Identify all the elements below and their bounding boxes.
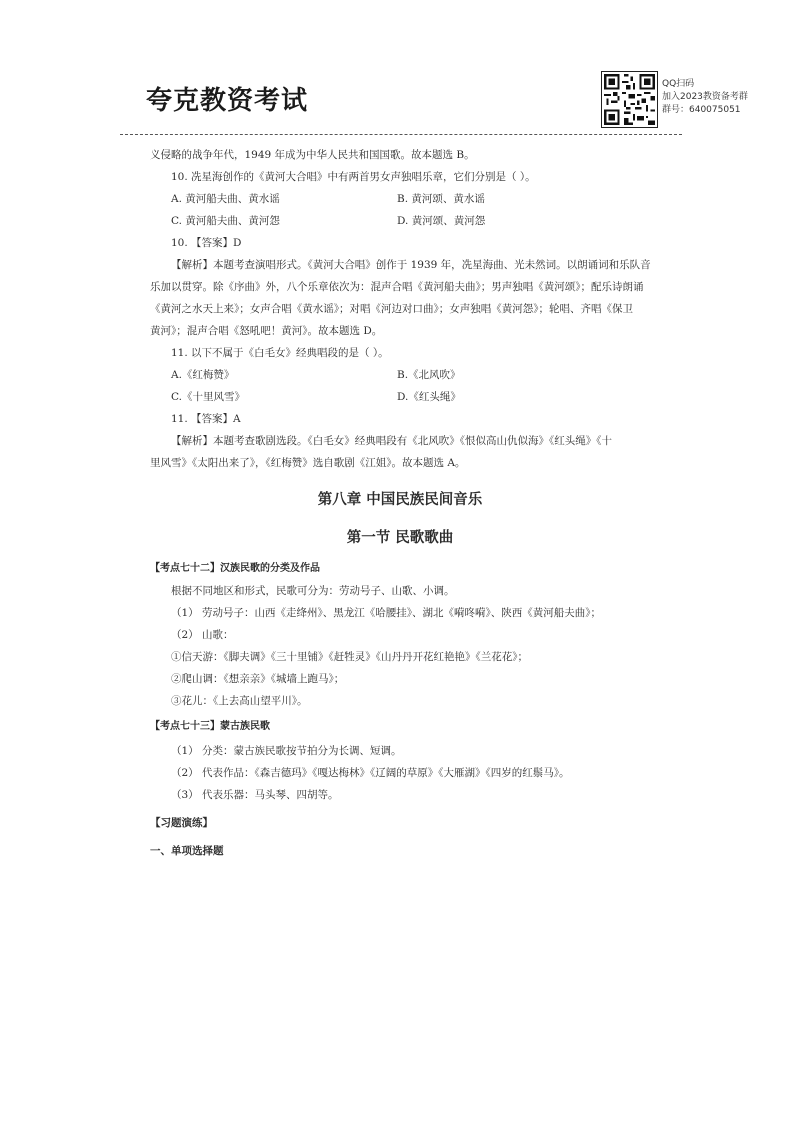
header-divider	[120, 134, 682, 135]
kp-line: ②爬山调：《想亲亲》《城墙上跑马》；	[171, 673, 345, 685]
question-10-options	[150, 210, 650, 232]
option: D.《红头绳》	[397, 391, 461, 403]
kp-line: ①信天游：《脚夫调》《三十里铺》《赶牲灵》《山丹丹开花红艳艳》《兰花花》；	[171, 651, 528, 663]
exercise-title: 【习题演练】	[150, 817, 213, 829]
qr-caption	[662, 78, 748, 117]
option: B. 黄河颂、黄水谣	[397, 193, 485, 205]
qr-caption-line: 加入2023教资备考群	[662, 92, 748, 102]
option: B.《北风吹》	[397, 369, 461, 381]
question-10: 10. 冼星海创作的《黄河大合唱》中有两首男女声独唱乐章，它们分别是（ ）。	[171, 171, 536, 183]
explanation-line: 乐加以贯穿。除《序曲》外，八个乐章依次为：混声合唱《黄河船夫曲》；男声独唱《黄河颂》；配乐诗朗诵	[150, 281, 644, 293]
kp-73-title: 【考点七十三】蒙古族民歌	[150, 721, 270, 732]
answer: 10. 【答案】D	[171, 237, 242, 249]
single-choice-heading: 一、单项选择题	[150, 845, 224, 857]
option: C. 黄河船夫曲、黄河怨	[171, 215, 280, 227]
brand-logo: 夸克教资考试	[146, 86, 309, 116]
option: A. 黄河船夫曲、黄水谣	[171, 193, 280, 205]
document-body	[150, 144, 650, 862]
kp-line: （3） 代表乐器：马头琴、四胡等。	[171, 789, 339, 801]
explanation-line: 里风雪》《太阳出来了》，《红梅赞》选自歌剧《江姐》。故本题选 A。	[150, 457, 466, 469]
paragraph: 义侵略的战争年代，1949 年成为中华人民共和国国歌。故本题选 B。	[150, 149, 475, 161]
question-10-options	[150, 188, 650, 210]
explanation-line: 【解析】本题考查演唱形式。《黄河大合唱》创作于 1939 年，冼星海曲、光未然词。以朗诵词和乐队音	[171, 259, 651, 271]
qr-code	[601, 71, 658, 128]
kp-line: （2） 代表作品：《森吉德玛》《嘎达梅林》《辽阔的草原》《大雁湖》《四岁的红鬃马》。	[171, 767, 570, 779]
explanation-line: 【解析】本题考查歌剧选段。《白毛女》经典唱段有《北风吹》《恨似高山仇似海》《红头绳》《十	[171, 435, 612, 447]
kp-line: （2） 山歌：	[171, 629, 234, 641]
explanation-line: 《黄河之水天上来》；女声合唱《黄水谣》；对唱《河边对口曲》；女声独唱《黄河怨》；轮唱、齐唱《保卫	[150, 303, 633, 315]
section-title: 第一节 民歌歌曲	[346, 530, 454, 546]
chapter-title: 第八章 中国民族民间音乐	[317, 492, 483, 508]
kp-line: （1） 分类：蒙古族民歌按节拍分为长调、短调。	[171, 745, 402, 757]
kp-line: ③花儿：《上去高山望平川》。	[171, 695, 308, 707]
kp-line: 根据不同地区和形式，民歌可分为：劳动号子、山歌、小调。	[171, 585, 455, 597]
option: D. 黄河颂、黄河怨	[397, 215, 486, 227]
question-11: 11. 以下不属于《白毛女》经典唱段的是（ ）。	[171, 347, 389, 359]
answer: 11. 【答案】A	[171, 413, 241, 425]
qr-caption-line: QQ扫码	[662, 79, 695, 89]
kp-line: （1） 劳动号子：山西《走绛州》、黑龙江《哈腰挂》、湖北《嗬咚嗬》、陕西《黄河船夫曲》；	[171, 607, 602, 619]
question-11-options	[150, 386, 650, 408]
option: C.《十里风雪》	[171, 391, 245, 403]
question-11-options	[150, 364, 650, 386]
option: A.《红梅赞》	[171, 369, 235, 381]
explanation-line: 黄河》；混声合唱《怒吼吧！黄河》。故本题选 D。	[150, 325, 383, 337]
kp-72-title: 【考点七十二】汉族民歌的分类及作品	[150, 563, 320, 574]
qr-caption-line: 群号：640075051	[662, 105, 741, 115]
